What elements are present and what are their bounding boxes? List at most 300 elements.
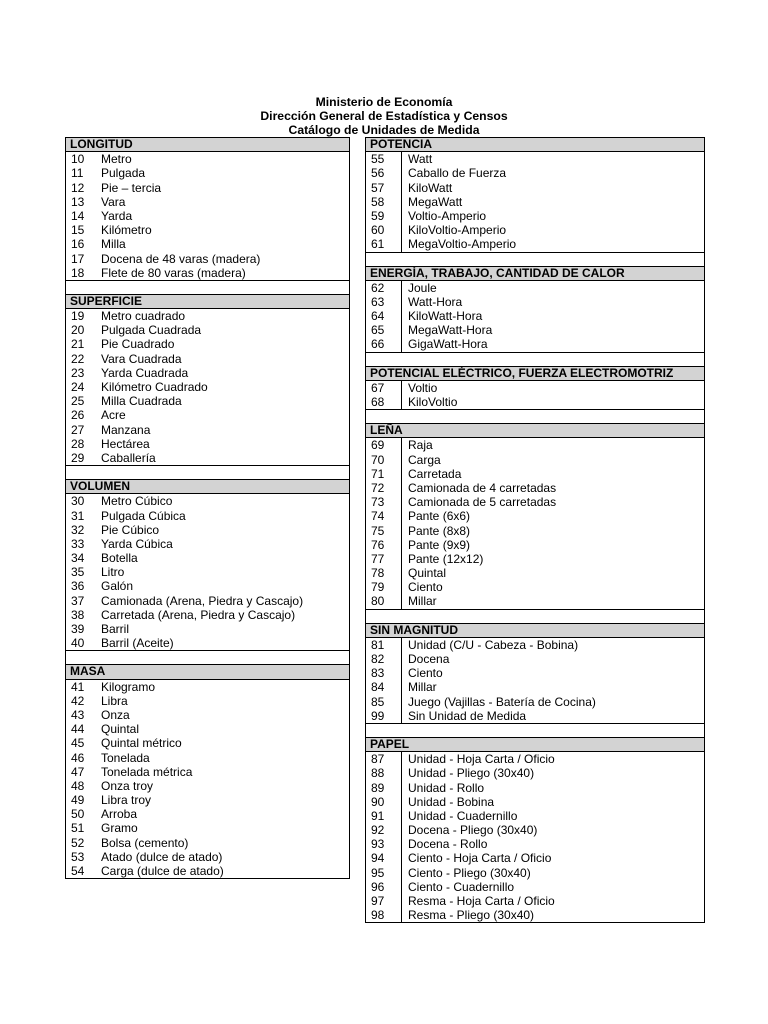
- unit-row: [66, 423, 349, 437]
- unit-row: [366, 381, 704, 395]
- unit-name: Tonelada métrica: [101, 764, 193, 779]
- unit-name: Pante (9x9): [408, 537, 471, 552]
- section-title: PAPEL: [366, 738, 704, 752]
- unit-row: [366, 680, 704, 694]
- unit-name: Joule: [408, 280, 437, 295]
- unit-name: Metro Cúbico: [101, 494, 173, 509]
- unit-code: 42: [71, 693, 85, 708]
- unit-row: [366, 666, 704, 680]
- unit-row: [66, 551, 349, 565]
- unit-code: 82: [366, 652, 402, 666]
- unit-name: Unidad (C/U - Cabeza - Bobina): [408, 637, 579, 652]
- unit-row: [66, 594, 349, 608]
- unit-name: Litro: [101, 565, 125, 580]
- unit-code: 53: [71, 849, 85, 864]
- unit-code: 24: [71, 380, 85, 394]
- unit-name: Resma - Pliego (30x40): [408, 908, 535, 923]
- unit-row: [366, 552, 704, 566]
- unit-code: 88: [366, 766, 402, 780]
- unit-code: 52: [71, 835, 85, 850]
- unit-code: 85: [366, 695, 402, 709]
- unit-code: 89: [366, 781, 402, 795]
- unit-row: [66, 509, 349, 523]
- unit-name: KiloWatt-Hora: [408, 309, 483, 324]
- unit-row: [366, 837, 704, 851]
- unit-name: Carretada: [408, 466, 462, 481]
- unit-code: 10: [71, 152, 85, 167]
- unit-code: 66: [366, 337, 402, 351]
- unit-row: [366, 295, 704, 309]
- unit-row: [66, 209, 349, 223]
- unit-row: [366, 752, 704, 766]
- unit-name: Galón: [101, 579, 134, 594]
- unit-name: Camionada de 4 carretadas: [408, 480, 557, 495]
- unit-code: 33: [71, 536, 85, 551]
- unit-row: [66, 437, 349, 451]
- unit-row: [66, 152, 349, 166]
- unit-name: MegaWatt: [408, 194, 463, 209]
- unit-name: Unidad - Pliego (30x40): [408, 766, 535, 781]
- unit-code: 60: [366, 223, 402, 237]
- unit-code: 94: [366, 851, 402, 865]
- unit-row: [366, 638, 704, 652]
- unit-name: Docena - Pliego (30x40): [408, 823, 538, 838]
- unit-name: Unidad - Rollo: [408, 780, 485, 795]
- unit-code: 77: [366, 552, 402, 566]
- unit-code: 76: [366, 538, 402, 552]
- unit-name: Unidad - Cuadernillo: [408, 808, 518, 823]
- section-title: ENERGÍA, TRABAJO, CANTIDAD DE CALOR: [366, 267, 704, 281]
- unit-row: [66, 779, 349, 793]
- unit-section: [365, 623, 705, 738]
- unit-section: [65, 294, 350, 480]
- unit-name: Resma - Hoja Carta / Oficio: [408, 894, 555, 908]
- unit-row: [66, 708, 349, 722]
- unit-code: 26: [71, 408, 85, 423]
- unit-name: KiloVoltio-Amperio: [408, 223, 507, 238]
- unit-code: 73: [366, 495, 402, 509]
- unit-name: Docena: [408, 652, 450, 666]
- unit-name: Yarda Cúbica: [101, 536, 173, 551]
- unit-code: 30: [71, 494, 85, 509]
- unit-row: [66, 494, 349, 508]
- section-title: POTENCIA: [366, 138, 704, 152]
- unit-section: [65, 479, 350, 665]
- unit-row: [366, 181, 704, 195]
- unit-code: 48: [71, 778, 85, 793]
- unit-row: [366, 467, 704, 481]
- unit-name: Ciento - Hoja Carta / Oficio: [408, 851, 552, 866]
- unit-row: [66, 166, 349, 180]
- unit-name: Raja: [408, 438, 433, 453]
- unit-row: [366, 709, 704, 723]
- unit-name: Unidad - Hoja Carta / Oficio: [408, 752, 555, 767]
- unit-row: [366, 851, 704, 865]
- unit-name: Gramo: [101, 821, 138, 836]
- unit-name: Voltio-Amperio: [408, 208, 487, 223]
- unit-name: Quintal métrico: [101, 736, 182, 751]
- unit-row: [366, 237, 704, 251]
- unit-name: Pulgada Cuadrada: [101, 323, 202, 338]
- unit-name: Pulgada: [101, 166, 146, 181]
- right-column: [365, 137, 705, 922]
- unit-row: [66, 266, 349, 280]
- unit-code: 16: [71, 237, 85, 252]
- unit-row: [66, 765, 349, 779]
- unit-code: 39: [71, 622, 85, 636]
- unit-name: Arroba: [101, 807, 138, 822]
- unit-code: 70: [366, 453, 402, 467]
- unit-code: 91: [366, 809, 402, 823]
- unit-name: Milla Cuadrada: [101, 394, 182, 409]
- unit-row: [66, 680, 349, 694]
- unit-code: 61: [366, 237, 402, 251]
- unit-code: 34: [71, 551, 85, 566]
- unit-row: [66, 223, 349, 237]
- unit-row: [366, 166, 704, 180]
- unit-row: [366, 223, 704, 237]
- unit-row: [366, 652, 704, 666]
- unit-code: 64: [366, 309, 402, 323]
- directorate-title: Dirección General de Estadística y Censos: [260, 109, 508, 124]
- unit-code: 36: [71, 579, 85, 594]
- unit-row: [66, 252, 349, 266]
- unit-row: [66, 309, 349, 323]
- unit-name: GigaWatt-Hora: [408, 337, 488, 352]
- unit-row: [366, 152, 704, 166]
- unit-row: [66, 237, 349, 251]
- unit-name: Docena de 48 varas (madera): [101, 251, 261, 266]
- unit-name: Yarda: [101, 208, 133, 223]
- unit-row: [366, 894, 704, 908]
- unit-name: Watt-Hora: [408, 294, 463, 309]
- unit-row: [366, 823, 704, 837]
- unit-code: 25: [71, 394, 85, 409]
- unit-code: 54: [71, 864, 85, 878]
- unit-row: [66, 337, 349, 351]
- unit-name: MegaWatt-Hora: [408, 323, 493, 338]
- unit-code: 12: [71, 180, 85, 195]
- unit-name: Watt: [408, 152, 433, 167]
- unit-row: [66, 864, 349, 878]
- unit-code: 29: [71, 450, 85, 465]
- unit-code: 56: [366, 166, 402, 180]
- unit-name: Metro: [101, 152, 132, 167]
- unit-name: Onza: [101, 707, 130, 722]
- unit-code: 32: [71, 522, 85, 537]
- unit-name: MegaVoltio-Amperio: [408, 237, 517, 252]
- unit-code: 18: [71, 265, 85, 280]
- unit-row: [66, 807, 349, 821]
- unit-code: 23: [71, 365, 85, 380]
- unit-name: Pante (8x8): [408, 523, 471, 538]
- unit-name: Vara: [101, 194, 126, 209]
- unit-name: Libra: [101, 693, 128, 708]
- unit-row: [66, 821, 349, 835]
- unit-name: Onza troy: [101, 778, 154, 793]
- unit-row: [366, 538, 704, 552]
- unit-code: 49: [71, 793, 85, 808]
- unit-name: Flete de 80 varas (madera): [101, 265, 246, 280]
- unit-row: [66, 323, 349, 337]
- unit-code: 83: [366, 666, 402, 680]
- unit-row: [66, 537, 349, 551]
- unit-code: 45: [71, 736, 85, 751]
- unit-name: Voltio: [408, 380, 438, 395]
- unit-row: [66, 380, 349, 394]
- unit-name: Camionada (Arena, Piedra y Cascajo): [101, 593, 304, 608]
- unit-name: Carga (dulce de atado): [101, 864, 224, 878]
- unit-section: [65, 664, 350, 879]
- unit-name: Ciento - Cuadernillo: [408, 879, 515, 894]
- unit-code: 97: [366, 894, 402, 908]
- unit-name: Pante (6x6): [408, 509, 471, 524]
- unit-row: [366, 495, 704, 509]
- document-header: [0, 95, 768, 138]
- unit-name: Pie Cuadrado: [101, 337, 175, 352]
- unit-code: 68: [366, 395, 402, 409]
- unit-row: [66, 451, 349, 465]
- unit-row: [366, 594, 704, 608]
- unit-row: [366, 866, 704, 880]
- unit-name: Millar: [408, 680, 437, 695]
- unit-code: 58: [366, 195, 402, 209]
- unit-code: 35: [71, 565, 85, 580]
- unit-row: [66, 195, 349, 209]
- section-title: MASA: [66, 665, 349, 679]
- unit-name: Carretada (Arena, Piedra y Cascajo): [101, 607, 296, 622]
- unit-row: [66, 408, 349, 422]
- unit-code: 63: [366, 295, 402, 309]
- unit-row: [366, 524, 704, 538]
- unit-name: Pante (12x12): [408, 551, 484, 566]
- unit-name: Hectárea: [101, 436, 150, 451]
- unit-row: [366, 309, 704, 323]
- unit-name: Unidad - Bobina: [408, 794, 495, 809]
- unit-name: Acre: [101, 408, 126, 423]
- unit-code: 93: [366, 837, 402, 851]
- unit-code: 21: [71, 337, 85, 352]
- unit-code: 27: [71, 422, 85, 437]
- section-title: VOLUMEN: [66, 480, 349, 494]
- unit-name: Pie Cúbico: [101, 522, 160, 537]
- ministry-title: Ministerio de Economía: [315, 95, 453, 109]
- unit-code: 11: [71, 166, 84, 181]
- unit-code: 17: [71, 251, 85, 266]
- unit-row: [66, 608, 349, 622]
- unit-row: [66, 622, 349, 636]
- unit-row: [366, 908, 704, 922]
- unit-code: 90: [366, 795, 402, 809]
- unit-row: [66, 836, 349, 850]
- unit-code: 99: [366, 709, 402, 723]
- unit-row: [66, 352, 349, 366]
- section-spacer: [366, 352, 704, 366]
- unit-row: [66, 523, 349, 537]
- section-title: LEÑA: [366, 424, 704, 438]
- section-title: SUPERFICIE: [66, 295, 349, 309]
- unit-row: [66, 181, 349, 195]
- unit-row: [366, 195, 704, 209]
- unit-code: 95: [366, 866, 402, 880]
- unit-code: 67: [366, 381, 402, 395]
- unit-code: 69: [366, 438, 402, 452]
- unit-code: 59: [366, 209, 402, 223]
- unit-row: [366, 695, 704, 709]
- unit-code: 38: [71, 607, 85, 622]
- unit-row: [66, 394, 349, 408]
- unit-code: 22: [71, 351, 85, 366]
- unit-name: Yarda Cuadrada: [101, 365, 189, 380]
- section-spacer: [366, 252, 704, 266]
- section-spacer: [66, 465, 349, 479]
- unit-row: [66, 751, 349, 765]
- unit-code: 55: [366, 152, 402, 166]
- unit-row: [366, 580, 704, 594]
- unit-name: KiloWatt: [408, 180, 453, 195]
- unit-code: 51: [71, 821, 85, 836]
- unit-code: 96: [366, 880, 402, 894]
- unit-code: 92: [366, 823, 402, 837]
- unit-code: 75: [366, 524, 402, 538]
- unit-code: 15: [71, 223, 85, 238]
- unit-row: [366, 481, 704, 495]
- unit-name: Botella: [101, 551, 138, 566]
- unit-code: 14: [71, 208, 85, 223]
- unit-code: 37: [71, 593, 85, 608]
- unit-code: 28: [71, 436, 85, 451]
- section-spacer: [366, 409, 704, 423]
- unit-code: 50: [71, 807, 85, 822]
- unit-section: [365, 266, 705, 367]
- unit-section: [65, 137, 350, 295]
- unit-name: Barril: [101, 622, 130, 636]
- unit-name: Docena - Rollo: [408, 837, 488, 852]
- unit-name: Carga: [408, 452, 441, 467]
- unit-section: [365, 366, 705, 425]
- unit-name: Metro cuadrado: [101, 309, 186, 324]
- unit-name: Kilómetro Cuadrado: [101, 380, 208, 394]
- unit-name: Ciento: [408, 580, 443, 595]
- section-title: POTENCIAL ELÉCTRICO, FUERZA ELECTROMOTRIZ: [366, 367, 704, 381]
- unit-name: Manzana: [101, 422, 151, 437]
- section-spacer: [366, 723, 704, 737]
- unit-code: 20: [71, 323, 85, 338]
- unit-row: [366, 281, 704, 295]
- unit-row: [66, 636, 349, 650]
- unit-row: [366, 766, 704, 780]
- unit-code: 65: [366, 323, 402, 337]
- unit-code: 81: [366, 638, 402, 652]
- unit-name: Sin Unidad de Medida: [408, 708, 527, 723]
- unit-code: 71: [366, 467, 402, 481]
- unit-name: Quintal: [101, 722, 140, 737]
- unit-code: 40: [71, 636, 85, 651]
- unit-name: Camionada de 5 carretadas: [408, 495, 557, 510]
- section-title: SIN MAGNITUD: [366, 624, 704, 638]
- unit-name: Pie – tercia: [101, 180, 162, 195]
- unit-row: [366, 781, 704, 795]
- unit-row: [366, 209, 704, 223]
- unit-row: [366, 323, 704, 337]
- unit-code: 62: [366, 281, 402, 295]
- unit-code: 98: [366, 908, 402, 922]
- unit-row: [366, 337, 704, 351]
- unit-name: KiloVoltio: [408, 395, 458, 409]
- unit-name: Caballo de Fuerza: [408, 166, 507, 181]
- unit-name: Kilómetro: [101, 223, 152, 238]
- unit-code: 87: [366, 752, 402, 766]
- unit-code: 43: [71, 707, 85, 722]
- unit-name: Juego (Vajillas - Batería de Cocina): [408, 694, 596, 709]
- unit-row: [66, 579, 349, 593]
- section-spacer: [366, 609, 704, 623]
- unit-code: 41: [71, 679, 85, 694]
- unit-row: [366, 395, 704, 409]
- section-spacer: [66, 280, 349, 294]
- unit-code: 74: [366, 509, 402, 523]
- unit-code: 46: [71, 750, 85, 765]
- unit-name: Caballería: [101, 450, 156, 465]
- unit-row: [366, 509, 704, 523]
- unit-code: 19: [71, 309, 85, 324]
- unit-row: [366, 880, 704, 894]
- unit-name: Quintal: [408, 566, 447, 581]
- unit-code: 31: [71, 508, 85, 523]
- unit-name: Libra troy: [101, 793, 152, 808]
- section-title: LONGITUD: [66, 138, 349, 152]
- unit-code: 79: [366, 580, 402, 594]
- unit-row: [66, 366, 349, 380]
- unit-row: [66, 793, 349, 807]
- unit-row: [66, 736, 349, 750]
- section-spacer: [66, 650, 349, 664]
- unit-name: Pulgada Cúbica: [101, 508, 186, 523]
- unit-code: 84: [366, 680, 402, 694]
- unit-name: Kilogramo: [101, 679, 156, 694]
- unit-row: [66, 850, 349, 864]
- unit-code: 78: [366, 566, 402, 580]
- unit-code: 47: [71, 764, 85, 779]
- unit-code: 72: [366, 481, 402, 495]
- unit-name: Atado (dulce de atado): [101, 849, 223, 864]
- unit-row: [366, 453, 704, 467]
- left-column: [65, 137, 350, 878]
- unit-section: [365, 137, 705, 267]
- unit-row: [66, 694, 349, 708]
- unit-row: [66, 565, 349, 579]
- unit-row: [366, 795, 704, 809]
- unit-section: [365, 423, 705, 623]
- unit-name: Vara Cuadrada: [101, 351, 182, 366]
- unit-code: 13: [71, 194, 85, 209]
- unit-name: Ciento - Pliego (30x40): [408, 865, 531, 880]
- unit-name: Milla: [101, 237, 126, 252]
- unit-row: [366, 809, 704, 823]
- unit-name: Ciento: [408, 666, 443, 681]
- catalog-title: Catálogo de Unidades de Medida: [288, 123, 480, 138]
- unit-row: [366, 438, 704, 452]
- unit-code: 44: [71, 722, 85, 737]
- unit-row: [66, 722, 349, 736]
- unit-name: Millar: [408, 594, 437, 609]
- unit-section: [365, 737, 705, 923]
- unit-name: Barril (Aceite): [101, 636, 174, 651]
- unit-code: 80: [366, 594, 402, 608]
- unit-name: Bolsa (cemento): [101, 835, 189, 850]
- unit-code: 57: [366, 181, 402, 195]
- unit-row: [366, 566, 704, 580]
